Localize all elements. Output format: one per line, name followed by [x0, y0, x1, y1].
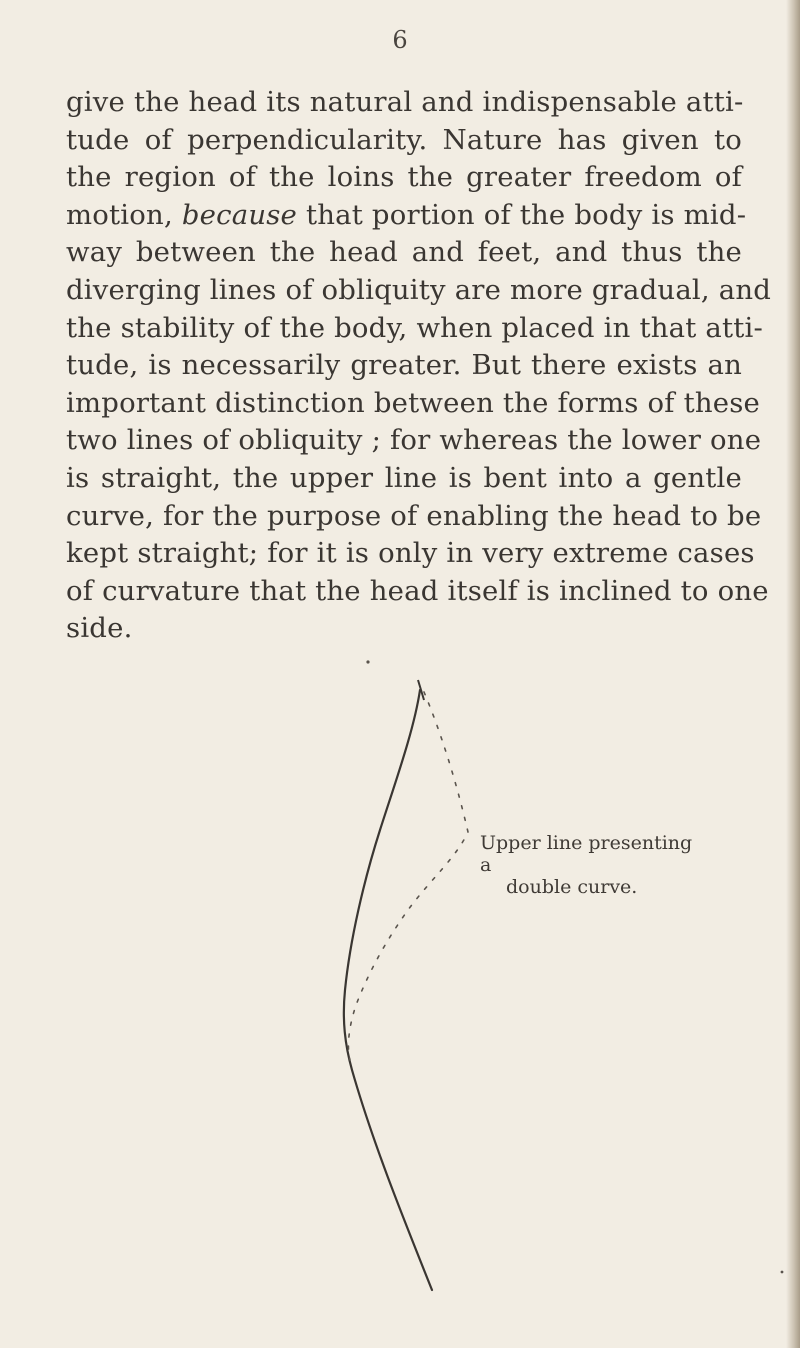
text-line: of curvature that the head itself is inclined to one: [66, 574, 769, 607]
text-line: is straight, the upper line is bent into a gentle: [66, 461, 742, 494]
text-line: tude of perpendicularity. Nature has given to: [66, 123, 742, 156]
text-line: two lines of obliquity ; for whereas the lower one: [66, 424, 762, 457]
text-line: give the head its natural and indispensable atti-: [66, 86, 744, 118]
italic-emphasis: because: [181, 198, 298, 231]
text-line: diverging lines of obliquity are more gradual, and: [66, 273, 772, 306]
caption-line: double curve.: [506, 876, 638, 898]
text-line: the region of the loins the greater freedom of: [66, 161, 742, 194]
page-number: 6: [392, 26, 408, 54]
stray-mark: [366, 660, 369, 663]
text-line: curve, for the purpose of enabling the head to be: [66, 499, 762, 532]
figure-caption: [480, 832, 700, 898]
caption-line: Upper line presenting a: [480, 832, 693, 876]
lower-solid-line: [344, 690, 432, 1290]
text-line: side.: [66, 612, 133, 645]
text-line: way between the head and feet, and thus the: [66, 236, 742, 269]
text-fragment: that portion of the body is mid-: [305, 198, 747, 231]
text-line: tude, is necessarily greater. But there exists an: [66, 349, 742, 382]
text-fragment: motion,: [66, 198, 173, 231]
text-line: important distinction between the forms of these: [66, 386, 761, 419]
stray-mark: [781, 1271, 784, 1274]
text-line: the stability of the body, when placed in that atti-: [66, 311, 764, 344]
text-line: kept straight; for it is only in very extreme cases: [66, 537, 755, 570]
